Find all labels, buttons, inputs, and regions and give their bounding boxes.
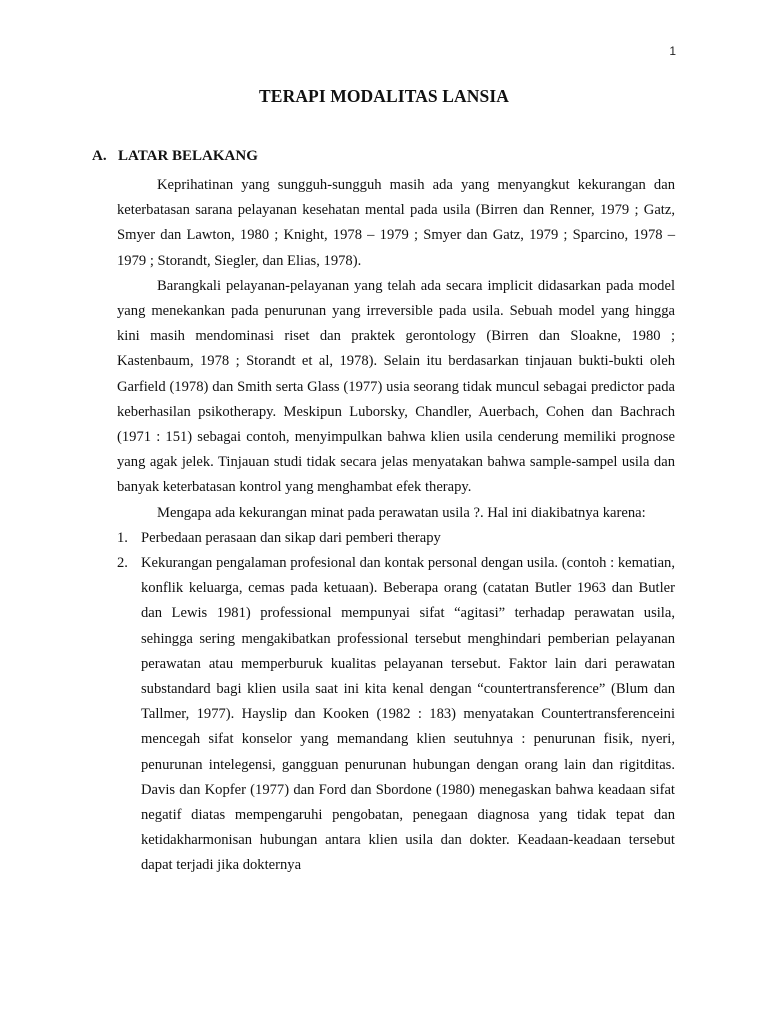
- paragraph-3: Mengapa ada kekurangan minat pada perawatan usila ?. Hal ini diakibatnya karena:: [157, 504, 646, 521]
- body-text: [117, 173, 675, 879]
- page-number: 1: [669, 44, 676, 58]
- list-item-text: Kekurangan pengalaman profesional dan kontak personal dengan usila. (contoh : kematian, konflik keluarga, cemas pada ketuaan). Beberapa orang (catatan Butler 1963 dan Butler dan Lewis 1981) professional mempunyai sifat “agitasi” terhadap perawatan usila, sehingga sering mengakibatkan professional tersebut menghindari pemberian pelayanan perawatan atau memperburuk kualitas pelayanan tersebut. Faktor lain dari perawatan substandard bagi klien usila saat ini kita kenal dengan “countertransference” (Blum dan Tallmer, 1977). Hayslip dan Kooken (1982 : 183) menyatakan Countertransferenceini mencegah sifat konselor yang memandang klien seutuhnya : penurunan fisik, nyeri, penurunan intelegensi, gangguan penurunan hubungan dengan orang lain dan rigitditas. Davis dan Kopfer (1977) dan Ford dan Sbordone (1980) menegaskan bahwa keadaan sifat negatif diatas mempengaruhi pengobatan, penegaan diagnosa yang tidak tepat dan ketidakharmonisan hubungan antara klien usila dan dokter. Keadaan-keadaan tersebut dapat terjadi jika dokternya: [141, 555, 675, 874]
- list-item-text: Perbedaan perasaan dan sikap dari pemberi therapy: [141, 529, 441, 546]
- section-heading-text: LATAR BELAKANG: [118, 148, 258, 164]
- section-letter: A.: [92, 148, 107, 164]
- list-item: [117, 551, 675, 879]
- list-item-number: 2.: [117, 555, 128, 572]
- list-item-number: 1.: [117, 529, 128, 546]
- section-heading: [92, 148, 258, 165]
- paragraph-2: Barangkali pelayanan-pelayanan yang telah ada secara implicit didasarkan pada model yang menekankan pada penurunan yang irreversible pada usila. Sebuah model yang hingga kini masih mendominasi riset dan praktek gerontology (Birren dan Sloakne, 1980 ; Kastenbaum, 1978 ; Storandt et al, 1978). Selain itu berdasarkan tinjauan bukti-bukti oleh Garfield (1978) dan Smith serta Glass (1977) usia seorang tidak muncul sebagai predictor pada keberhasilan psikotherapy. Meskipun Luborsky, Chandler, Auerbach, Cohen dan Bachrach (1971 : 151) sebagai contoh, menyimpulkan bahwa klien usila cenderung memiliki prognose yang agak jelek. Tinjauan studi tidak secara jelas menyatakan bahwa sample-sampel usila dan banyak keterbatasan kontrol yang menghambat efek therapy.: [117, 277, 675, 496]
- document-title: TERAPI MODALITAS LANSIA: [259, 86, 509, 106]
- numbered-list: [117, 526, 675, 879]
- paragraph-1: Keprihatinan yang sungguh-sungguh masih ada yang menyangkut kekurangan dan keterbatasan sarana pelayanan kesehatan mental pada usila (Birren dan Renner, 1979 ; Gatz, Smyer dan Lawton, 1980 ; Knight, 1978 – 1979 ; Smyer dan Gatz, 1979 ; Sparcino, 1978 – 1979 ; Storandt, Siegler, dan Elias, 1978).: [117, 177, 675, 269]
- list-item: [117, 526, 675, 551]
